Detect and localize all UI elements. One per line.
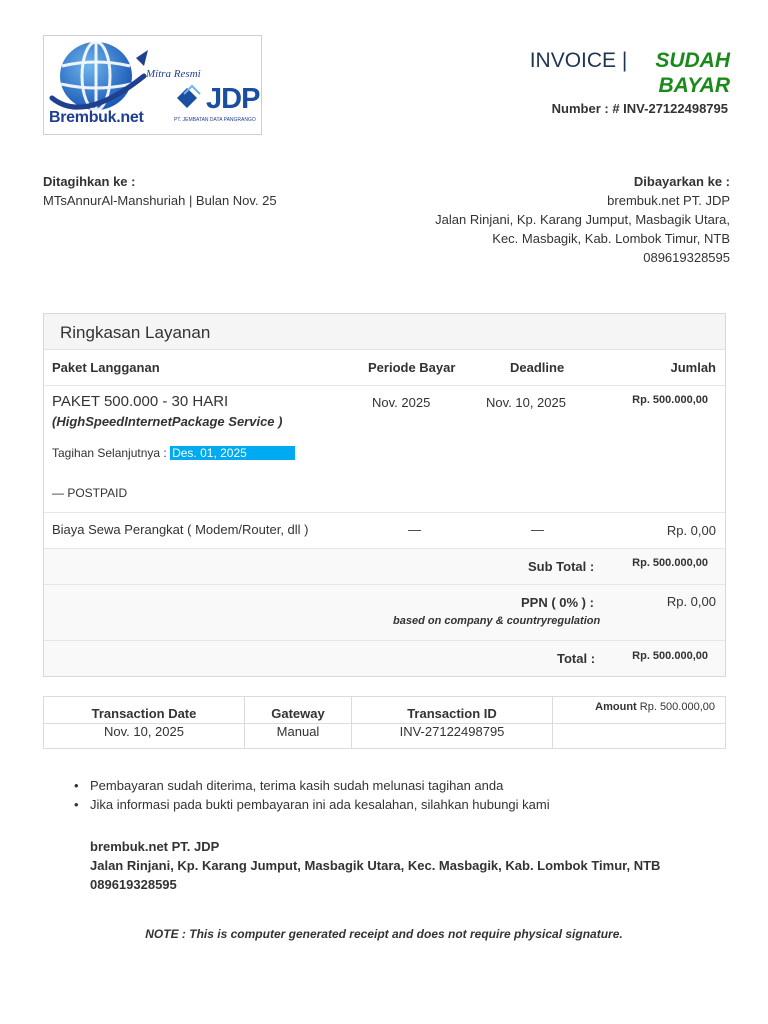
divider — [44, 640, 725, 641]
col-deadline: Deadline — [510, 360, 565, 375]
device-period: — — [408, 522, 421, 537]
list-item: • Jika informasi pada bukti pembayaran ini ada kesalahan, silahkan hubungi kami — [72, 795, 550, 814]
total-label: Total : — [557, 651, 596, 666]
th-transaction-id: Transaction ID — [352, 697, 553, 724]
company-name: brembuk.net PT. JDP — [90, 839, 220, 854]
total-value: Rp. 500.000,00 — [632, 650, 708, 662]
list-item: • Pembayaran sudah diterima, terima kasih sudah melunasi tagihan anda — [72, 776, 550, 795]
totals-area — [44, 549, 725, 676]
table-row — [44, 724, 726, 749]
invoice-number: Number : # INV-27122498795 — [551, 101, 728, 116]
tx-gateway: Manual — [245, 724, 352, 749]
invoice-label: INVOICE | — [529, 49, 628, 72]
col-package: Paket Langganan — [52, 360, 160, 375]
pay-to-name: brembuk.net PT. JDP — [607, 193, 730, 208]
status-line1: SUDAH — [655, 49, 730, 72]
tx-date: Nov. 10, 2025 — [44, 724, 245, 749]
package-subtitle: (HighSpeedInternetPackage Service ) — [52, 414, 283, 429]
col-amount: Jumlah — [670, 360, 716, 375]
service-summary-panel — [43, 313, 726, 677]
transactions-table — [43, 696, 726, 749]
company-info — [90, 837, 660, 894]
bill-to — [43, 172, 277, 210]
billing-type: — POSTPAID — [52, 486, 128, 500]
subtotal-value: Rp. 500.000,00 — [632, 557, 708, 569]
logo-partner: JDP — [206, 83, 260, 115]
divider — [44, 512, 725, 513]
ppn-label: PPN ( 0% ) : — [521, 595, 594, 610]
package-period: Nov. 2025 — [372, 395, 431, 410]
status-badge — [655, 48, 730, 98]
package-name: PAKET 500.000 - 30 HARI — [52, 393, 229, 410]
logo-brand: Brembuk.net — [49, 109, 144, 126]
tx-empty — [553, 724, 726, 749]
pay-to-label: Dibayarkan ke : — [633, 174, 730, 189]
subtotal-label: Sub Total : — [528, 559, 595, 574]
divider — [44, 385, 725, 386]
th-amount — [553, 697, 726, 724]
ppn-note: based on company & countryregulation — [393, 615, 601, 627]
company-logo — [43, 35, 262, 135]
company-address: Jalan Rinjani, Kp. Karang Jumput, Masbagik Utara, Kec. Masbagik, Kab. Lombok Timur, NTB — [90, 858, 661, 873]
next-bill — [52, 446, 295, 460]
device-deadline: — — [531, 522, 544, 537]
next-bill-date: Des. 01, 2025 — [170, 446, 295, 460]
package-amount: Rp. 500.000,00 — [632, 394, 708, 406]
notes-list — [72, 776, 550, 814]
next-bill-label: Tagihan Selanjutnya : — [52, 446, 167, 460]
logo-tagline: Mitra Resmi — [146, 68, 201, 80]
panel-title: Ringkasan Layanan — [44, 314, 725, 350]
tx-id: INV-27122498795 — [352, 724, 553, 749]
invoice-header — [470, 48, 730, 98]
pay-to-address2: Kec. Masbagik, Kab. Lombok Timur, NTB — [492, 231, 730, 246]
company-phone: 089619328595 — [90, 877, 177, 892]
bill-to-value: MTsAnnurAl-Manshuriah | Bulan Nov. 25 — [43, 193, 277, 208]
th-gateway: Gateway — [245, 697, 352, 724]
footnote: NOTE : This is computer generated receipt and does not require physical signature. — [145, 927, 623, 941]
package-deadline: Nov. 10, 2025 — [486, 395, 566, 410]
pay-to — [435, 172, 730, 267]
table-header-row — [44, 697, 726, 724]
amount-label: Amount — [595, 701, 637, 713]
device-amount: Rp. 0,00 — [666, 523, 716, 538]
pay-to-phone: 089619328595 — [643, 250, 730, 265]
status-line2: BAYAR — [658, 74, 730, 97]
col-period: Periode Bayar — [368, 360, 456, 375]
amount-value: Rp. 500.000,00 — [639, 701, 715, 713]
pay-to-address1: Jalan Rinjani, Kp. Karang Jumput, Masbagik Utara, — [435, 212, 730, 227]
th-transaction-date: Transaction Date — [44, 697, 245, 724]
logo-partner-sub: PT. JEMBATAN DATA PANGRANGO — [174, 117, 256, 123]
divider — [44, 584, 725, 585]
ppn-value: Rp. 0,00 — [666, 594, 716, 609]
device-name: Biaya Sewa Perangkat ( Modem/Router, dll ) — [52, 522, 309, 537]
bill-to-label: Ditagihkan ke : — [43, 174, 136, 189]
